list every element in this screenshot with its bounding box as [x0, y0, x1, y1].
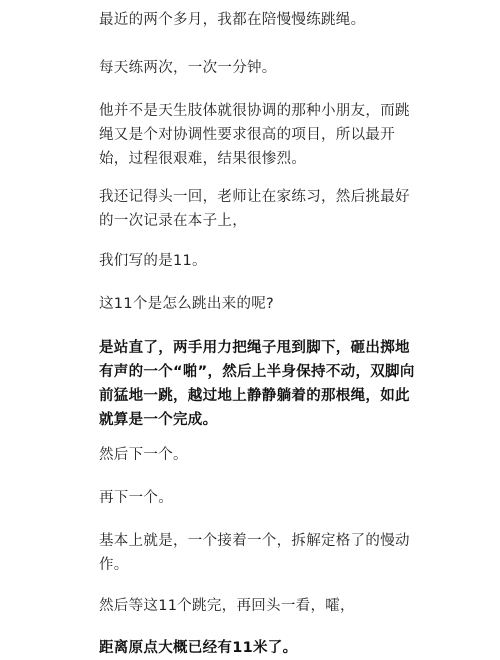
paragraph-9 — [99, 486, 411, 510]
paragraph-5 — [99, 249, 411, 273]
text-line: 然后下一个。 — [99, 447, 188, 463]
text-line: 始，过程很艰难，结果很惨烈。 — [99, 151, 307, 167]
paragraph-12-bold — [99, 636, 411, 660]
text-line: 绳又是个对协调性要求很高的项目，所以最开 — [99, 127, 395, 143]
text-line: 我们写的是11。 — [99, 253, 207, 269]
text-line: 基本上就是，一个接着一个，拆解定格了的慢动 — [99, 533, 410, 549]
text-line: 我还记得头一回，老师让在家练习，然后挑最好 — [99, 189, 410, 205]
paragraph-2 — [99, 56, 411, 80]
paragraph-7-bold — [99, 336, 415, 432]
paragraph-8 — [99, 443, 411, 467]
text-line: 前猛地一跳，越过地上静静躺着的那根绳，如此 — [99, 388, 410, 404]
text-line: 这11个是怎么跳出来的呢? — [99, 296, 275, 312]
paragraph-1 — [99, 8, 411, 32]
text-line: 作。 — [99, 557, 129, 573]
text-line: 他并不是天生肢体就很协调的那种小朋友，而跳 — [99, 103, 410, 119]
text-line: 每天练两次，一次一分钟。 — [99, 60, 277, 76]
paragraph-11 — [99, 594, 411, 618]
text-line: 然后等这11个跳完，再回头一看，嚯， — [99, 598, 355, 614]
text-line: 的一次记录在本子上， — [99, 213, 247, 229]
text-line: 最近的两个多月，我都在陪慢慢练跳绳。 — [99, 12, 366, 28]
paragraph-6 — [99, 292, 411, 316]
paragraph-10 — [99, 529, 411, 577]
paragraph-3 — [99, 99, 411, 171]
text-line: 就算是一个完成。 — [99, 412, 218, 428]
text-line: 距离原点大概已经有11米了。 — [99, 640, 298, 656]
text-line: 再下一个。 — [99, 490, 173, 506]
text-line: 有声的一个“啪”，然后上半身保持不动，双脚向 — [99, 364, 415, 380]
text-line: 是站直了，两手用力把绳子甩到脚下，砸出掷地 — [99, 340, 410, 356]
paragraph-4 — [99, 185, 411, 233]
